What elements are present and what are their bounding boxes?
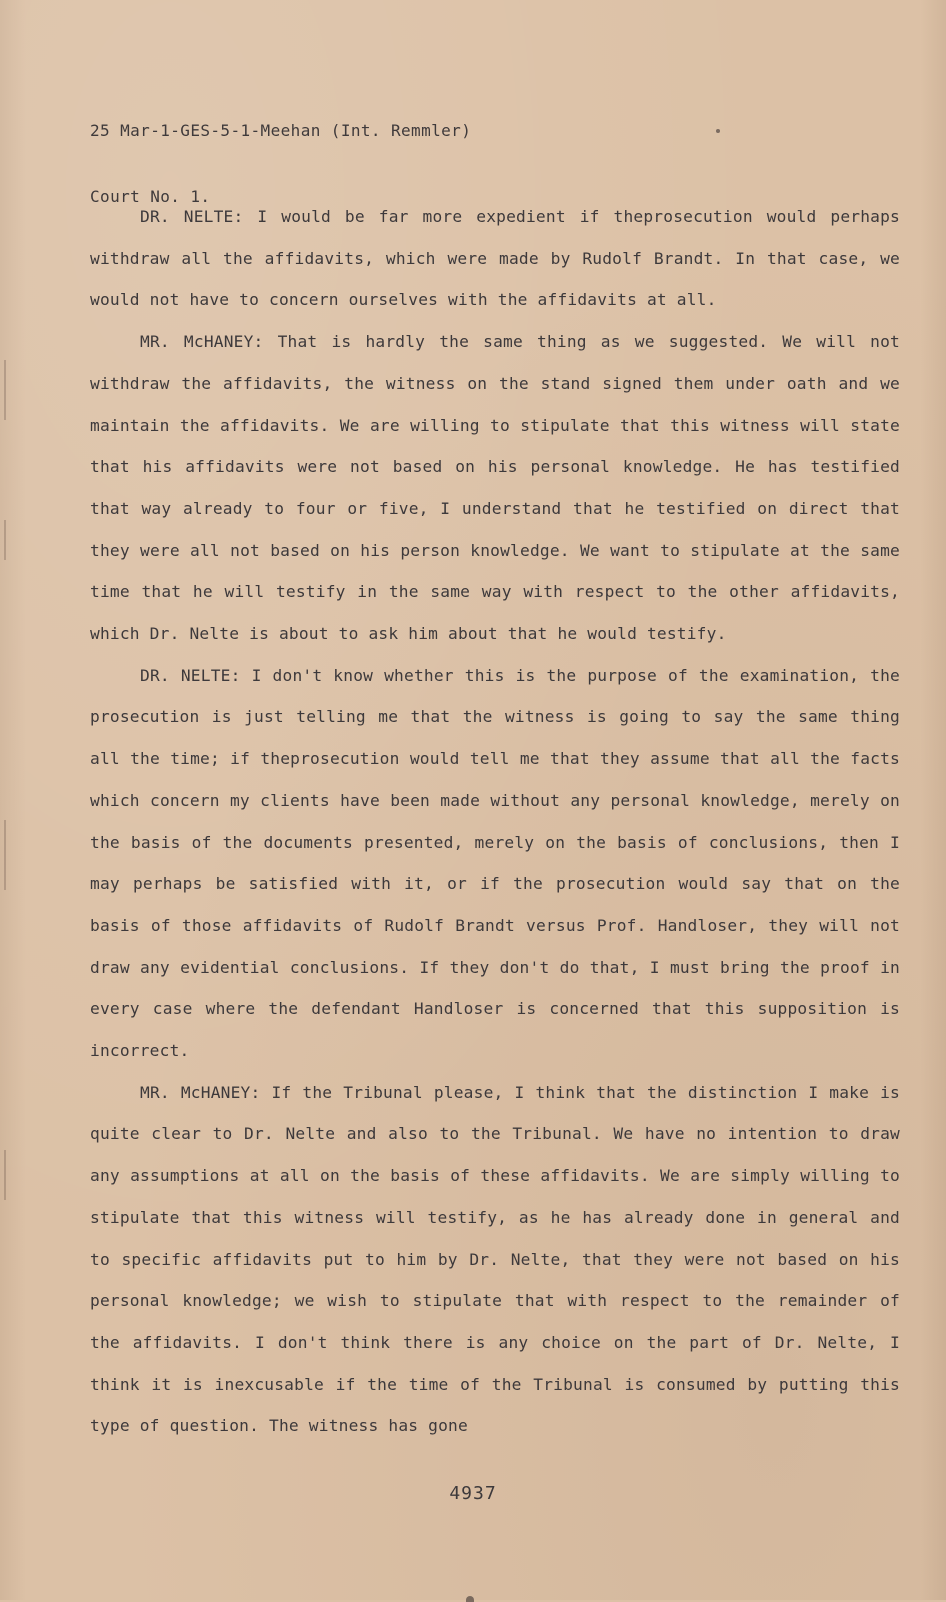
paper-edge-mark — [4, 520, 6, 560]
paper-edge-mark — [4, 360, 6, 420]
paragraph-text: I would be far more expedient if theprosecution would perhaps withdraw all the affidavits, which were made by Rudolf Brandt. In that case, we would not have to concern ourselves with the affidavits at all. — [90, 207, 900, 310]
punch-hole — [466, 1596, 474, 1602]
page-number: 4937 — [449, 1483, 497, 1504]
transcript-body — [90, 196, 900, 1447]
paragraph-4 — [90, 1072, 900, 1447]
speaker-label: DR. NELTE: — [140, 665, 241, 685]
paper-edge-mark — [4, 1150, 6, 1200]
header-line-2: Court No. 1. — [90, 187, 211, 206]
paragraph-2 — [90, 321, 900, 655]
paragraph-text: If the Tribunal please, I think that the distinction I make is quite clear to Dr. Nelte and also to the Tribunal. We have no intention to draw any assumptions at all on the basis of these affidavits. We are simply willing to stipulate that this witness will testify, as he has already done in general and to specific affidavits put to him by Dr. Nelte, that they were not based on his personal knowledge; we wish to stipulate that with respect to the remainder of the affidavits. I don't think there is any choice on the part of Dr. Nelte, I think it is inexcusable if the time of the Tribunal is consumed by putting this type of question. The witness has gone — [90, 1082, 900, 1436]
speaker-label: MR. McHANEY: — [140, 1082, 261, 1102]
paper-edge-mark — [4, 820, 6, 890]
paragraph-text: I don't know whether this is the purpose of the examination, the prosecution is just telling me that the witness is going to say the same thing all the time; if theprosecution would tell me that they assume that all the facts which concern my clients have been made without any personal knowledge, merely on the basis of the documents presented, merely on the basis of conclusions, then I may perhaps be satisfied with it, or if the prosecution would say that on the basis of those affidavits of Rudolf Brandt versus Prof. Handloser, they will not draw any evidential conclusions. If they don't do that, I must bring the proof in every case where the defendant Handloser is concerned that this supposition is incorrect. — [90, 665, 900, 1061]
paragraph-1 — [90, 196, 900, 321]
speaker-label: DR. NELTE: — [140, 207, 244, 226]
header-line-1: 25 Mar-1-GES-5-1-Meehan (Int. Remmler) — [90, 121, 472, 140]
paragraph-3 — [90, 655, 900, 1072]
paragraph-text: That is hardly the same thing as we suggested. We will not withdraw the affidavits, the witness on the stand signed them under oath and we maintain the affidavits. We are willing to stipulate that this witness will state that his affidavits were not based on his personal knowledge. He has testified that way already to four or five, I understand that he testified on direct that they were all not based on his person knowledge. We want to stipulate at the same time that he will testify in the same way with respect to the other affidavits, which Dr. Nelte is about to ask him about that he would testify. — [90, 332, 900, 644]
speaker-label: MR. McHANEY: — [140, 332, 264, 352]
